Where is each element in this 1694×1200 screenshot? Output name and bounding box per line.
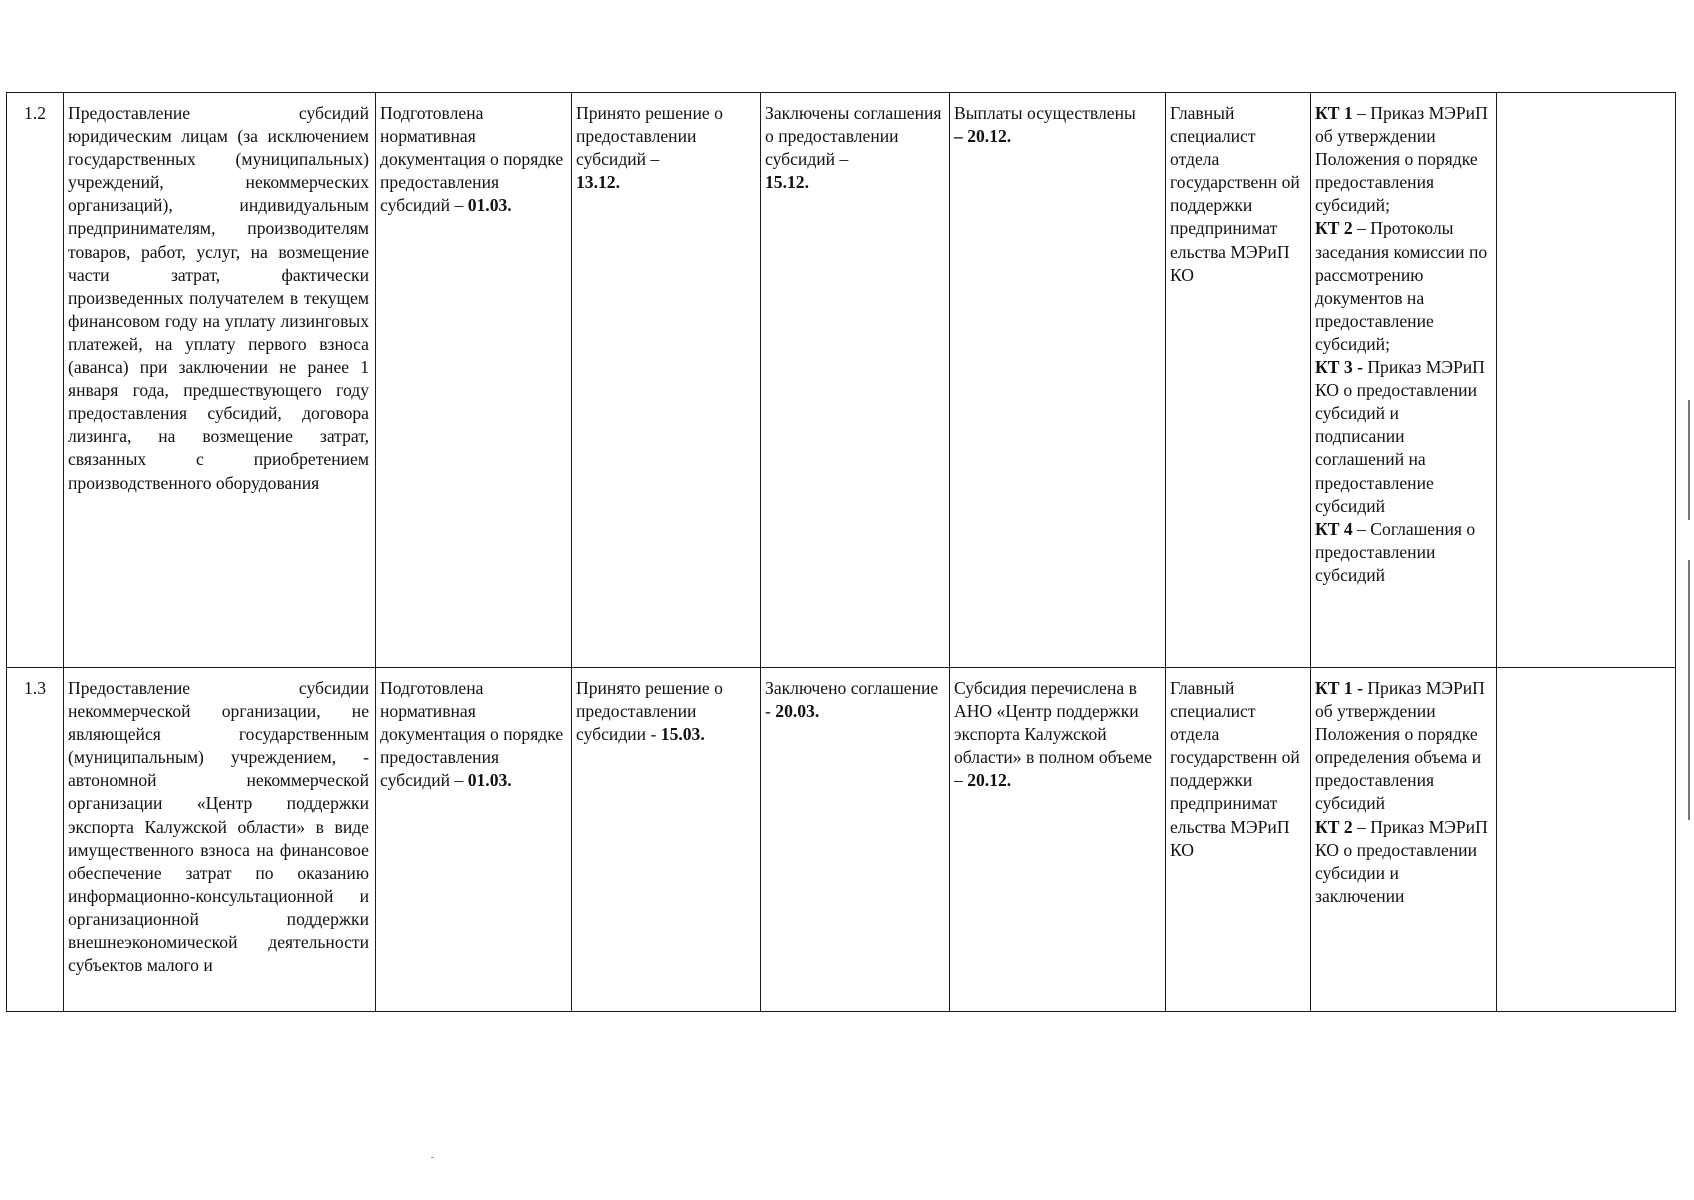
control-point [1315, 356, 1492, 518]
stage-normative-docs [376, 93, 572, 668]
stage-agreements [761, 668, 950, 1012]
stage-date: – 20.12. [954, 126, 1012, 147]
responsible-person: Главный специалист отдела государственн ой поддержки предпринимат ельства МЭРиП КО [1166, 668, 1311, 1012]
control-point [1315, 518, 1492, 587]
control-point-label: КТ 1 - [1315, 678, 1363, 698]
notes-cell [1497, 668, 1676, 1012]
control-point-text: – Приказ МЭРиП КО о предоставлении субсидии и заключении [1315, 816, 1488, 906]
stage-date: 20.12. [967, 770, 1012, 791]
table-row [7, 668, 1676, 1012]
stage-text: Субсидия перечислена в АНО «Центр поддержки экспорта Калужской области» в полном объеме – [954, 678, 1153, 791]
row-number: 1.3 [7, 668, 64, 1012]
control-point-text: Приказ МЭРиП об утверждении Положения о порядке определения объема и предоставления субсидий [1315, 678, 1485, 814]
stage-date: 13.12. [576, 172, 620, 193]
stage-agreements [761, 93, 950, 668]
scan-edge-mark [1688, 560, 1690, 820]
stage-text: Заключены соглашения о предоставлении субсидий – [765, 103, 942, 170]
control-points [1311, 668, 1497, 1012]
stage-text: Подготовлена нормативная документация о порядке предоставления субсидий – [380, 103, 564, 216]
scan-speck [431, 1157, 434, 1158]
stage-normative-docs [376, 668, 572, 1012]
control-point-label: КТ 1 [1315, 103, 1353, 123]
stage-text: Заключено соглашение - [765, 678, 939, 722]
stage-payments [950, 668, 1166, 1012]
stage-text: Принято решение о предоставлении субсидий – [576, 103, 723, 170]
control-point-text: – Протоколы заседания комиссии по рассмотрению документов на предоставление субсидий; [1315, 218, 1488, 354]
stage-date: 01.03. [467, 195, 512, 216]
stage-payments [950, 93, 1166, 668]
control-point [1315, 102, 1492, 217]
activity-description: Предоставление субсидий юридическим лицам (за исключением государственных (муниципальных) учреждений, некоммерческих организаций), индивидуальным предпринимателям, производителям товаров, работ, услуг, на возмещение части затрат, фактически произведенных получателем в текущем финансовом году на уплату лизинговых платежей, на уплату первого взноса (аванса) при заключении не ранее 1 января года, предшествующего году предоставления субсидий, договора лизинга, на возмещение затрат, связанных с приобретением производственного оборудования [64, 93, 376, 668]
control-point [1315, 816, 1492, 908]
row-number: 1.2 [7, 93, 64, 668]
stage-decision [572, 93, 761, 668]
control-points [1311, 93, 1497, 668]
table-row [7, 93, 1676, 668]
stage-text: Принято решение о предоставлении субсидии - [576, 678, 723, 745]
control-point [1315, 217, 1492, 356]
control-point-label: КТ 4 [1315, 518, 1353, 539]
stage-date: 01.03. [467, 770, 512, 791]
stage-decision [572, 668, 761, 1012]
control-point [1315, 677, 1492, 816]
control-point-text: – Соглашения о предоставлении субсидий [1315, 518, 1476, 585]
stage-text: Подготовлена нормативная документация о порядке предоставления субсидий – [380, 678, 564, 791]
stage-text: Выплаты осуществлены [954, 103, 1136, 123]
control-point-text: – Приказ МЭРиП об утверждении Положения о порядке предоставления субсидий; [1315, 103, 1488, 216]
control-point-label: КТ 2 [1315, 816, 1353, 837]
control-point-label: КТ 3 - [1315, 357, 1363, 378]
stage-date: 15.03. [660, 724, 705, 745]
activity-plan-table [6, 92, 1676, 1012]
control-point-label: КТ 2 [1315, 218, 1353, 239]
activity-description: Предоставление субсидии некоммерческой организации, не являющейся государственным (муниципальным) учреждением, - автономной некоммерческой организации «Центр поддержки экспорта Калужской области» в виде имущественного взноса на финансовое обеспечение затрат по оказанию информационно-консультационной и организационной поддержки внешнеэкономической деятельности субъектов малого и [64, 668, 376, 1012]
notes-cell [1497, 93, 1676, 668]
stage-date: 20.03. [775, 701, 820, 722]
scan-edge-mark [1688, 400, 1690, 520]
responsible-person: Главный специалист отдела государственн ой поддержки предпринимат ельства МЭРиП КО [1166, 93, 1311, 668]
control-point-text: Приказ МЭРиП КО о предоставлении субсидий и подписании соглашений на предоставление субсидий [1315, 357, 1485, 516]
stage-date: 15.12. [765, 172, 809, 193]
